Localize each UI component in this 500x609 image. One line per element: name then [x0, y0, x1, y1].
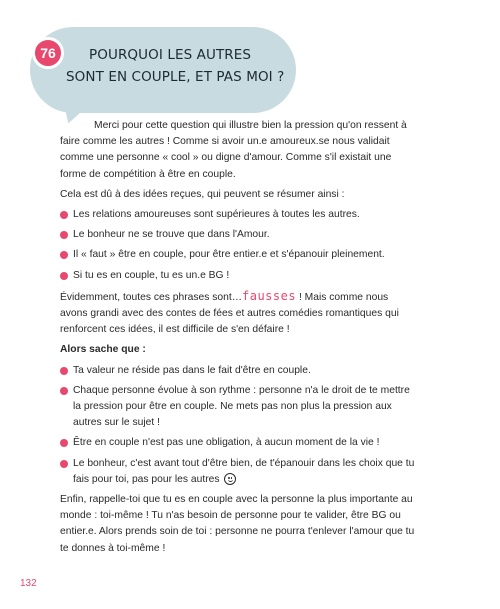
title-line-1: POURQUOI LES AUTRES: [89, 47, 252, 63]
bullet-dot-icon: [60, 367, 68, 375]
intro-paragraph: Merci pour cette question qui illustre bien la pression qu'on ressent à faire comme les autres ! Comme si avoir un.e amoureux.se nous validait comme une personne « cool » ou digne d'amour. Comme s'il existait une forme de compétition à être en couple.: [60, 120, 407, 180]
bullet-dot-icon: [60, 231, 68, 239]
list-item-text: Si tu es en couple, tu es un.e BG !: [73, 269, 230, 281]
list-item-text: Il « faut » être en couple, pour être entier.e et s'épanouir pleinement.: [73, 249, 385, 261]
question-number-badge: 76: [32, 37, 64, 69]
evident-text-after: ! Mais comme nous avons grandi avec des contes de fées et autres comédies romantiques qui renforcent ces idées, il est difficile de s'en défaire !: [60, 291, 399, 336]
ideas-intro: Cela est dû à des idées reçues, qui peuvent se résumer ainsi :: [60, 188, 345, 200]
bullet-dot-icon: [60, 251, 68, 259]
page-title: [66, 44, 285, 88]
bullet-dot-icon: [60, 211, 68, 219]
list-item-text: Chaque personne évolue à son rythme : personne n'a le droit de te mettre la pression pour être en couple. Ne mets pas non plus la pression aux autres sur le sujet !: [73, 384, 410, 429]
evident-text-before: Évidemment, toutes ces phrases sont…: [60, 291, 242, 303]
list-item: [60, 456, 416, 488]
list-item: [60, 363, 416, 379]
list-item-text: Le bonheur ne se trouve que dans l'Amour.: [73, 229, 270, 241]
list-item-text: Les relations amoureuses sont supérieures à toutes les autres.: [73, 209, 360, 221]
closing-paragraph: Enfin, rappelle-toi que tu es en couple avec la personne la plus importante au monde : toi-même ! Tu n'as besoin de personne pour te valider, être BG ou entier.e. Alors prends soin de toi : personne ne pourra t'enlever l'amour que tu te donnes à toi-même !: [60, 494, 415, 554]
bullet-dot-icon: [60, 460, 68, 468]
list-item: [60, 268, 416, 284]
smiley-icon: [224, 473, 236, 485]
title-line-2: SONT EN COUPLE, ET PAS MOI ?: [66, 69, 285, 85]
evident-paragraph: [60, 288, 416, 339]
list-item: [60, 247, 416, 263]
list-item-text: Ta valeur ne réside pas dans le fait d'être en couple.: [73, 364, 311, 376]
advice-heading: Alors sache que :: [60, 344, 146, 356]
list-item: [60, 207, 416, 223]
list-item: [60, 383, 416, 432]
bullet-dot-icon: [60, 439, 68, 447]
list-item-text: Être en couple n'est pas une obligation, à aucun moment de la vie !: [73, 437, 380, 449]
bullet-dot-icon: [60, 272, 68, 280]
article-body: [60, 118, 416, 561]
list-item-text: Le bonheur, c'est avant tout d'être bien, de t'épanouir dans les choix que tu fais pour toi, pas pour les autres: [73, 457, 415, 485]
list-item: [60, 227, 416, 243]
bullet-dot-icon: [60, 387, 68, 395]
list-item: [60, 435, 416, 451]
page-number: 132: [20, 578, 37, 589]
fausses-highlight: fausses: [242, 288, 297, 303]
